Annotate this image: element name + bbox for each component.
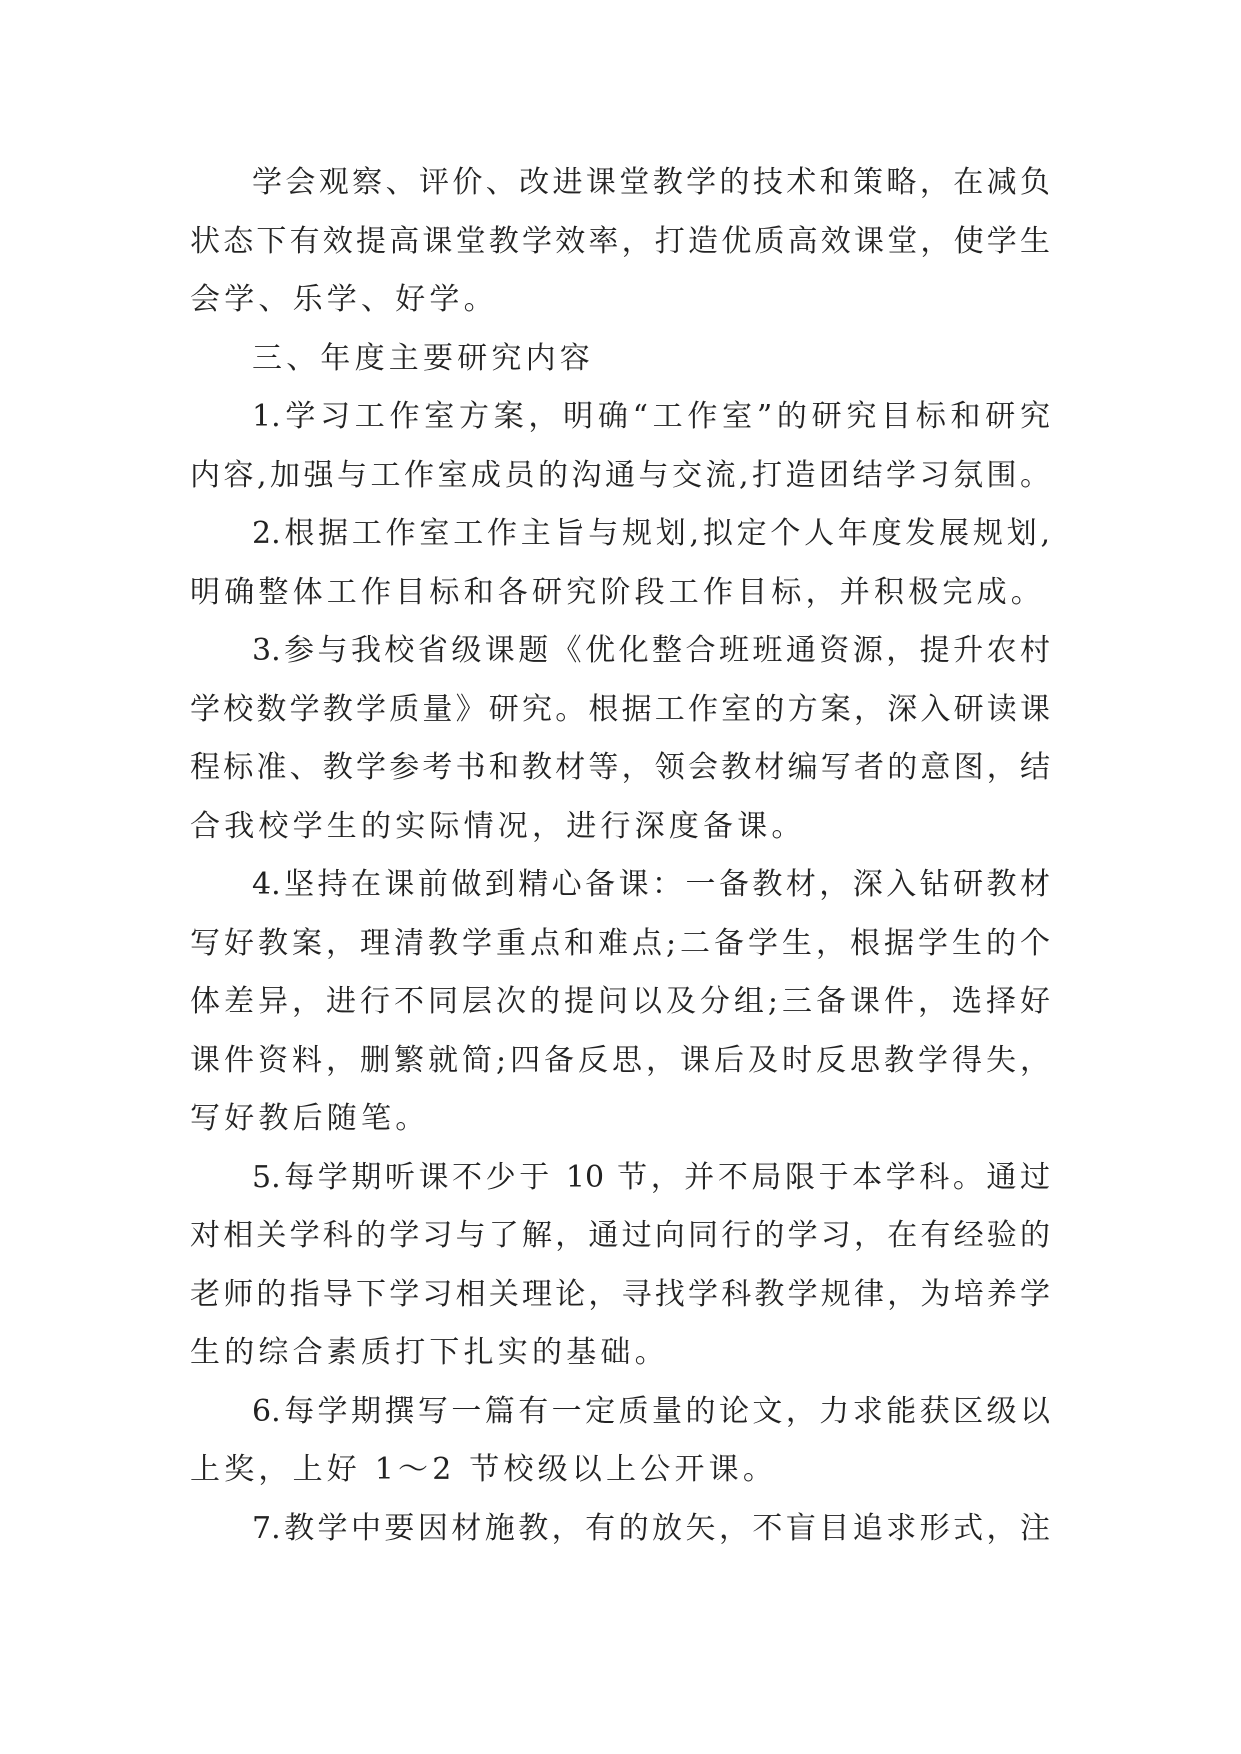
paragraph-line: 学校数学教学质量》研究。根据工作室的方案，深入研读课 <box>190 691 1050 727</box>
paragraph-line: 写好教案，理清教学重点和难点;二备学生，根据学生的个 <box>190 925 1050 961</box>
paragraph-line: 合我校学生的实际情况，进行深度备课。 <box>190 808 806 844</box>
paragraph-line: 上奖，上好 1～2 节校级以上公开课。 <box>190 1452 778 1487</box>
paragraph-line: 生的综合素质打下扎实的基础。 <box>190 1335 669 1370</box>
paragraph-line: 2.根据工作室工作主旨与规划,拟定个人年度发展规划, <box>252 516 1050 551</box>
section-heading: 三、年度主要研究内容 <box>252 340 594 376</box>
paragraph-line: 明确整体工作目标和各研究阶段工作目标，并积极完成。 <box>190 574 1045 610</box>
paragraph-line: 老师的指导下学习相关理论，寻找学科教学规律，为培养学 <box>190 1276 1050 1312</box>
paragraph-line: 程标准、教学参考书和教材等，领会教材编写者的意图，结 <box>190 750 1050 785</box>
paragraph-line: 写好教后随笔。 <box>190 1101 430 1136</box>
document-body <box>190 154 1050 1558</box>
paragraph-line: 体差异，进行不同层次的提问以及分组;三备课件，选择好 <box>190 984 1050 1019</box>
paragraph-line: 1.学习工作室方案，明确“工作室”的研究目标和研究 <box>252 399 1050 434</box>
paragraph-line: 课件资料，删繁就简;四备反思，课后及时反思教学得失， <box>190 1042 1050 1078</box>
paragraph-line: 内容,加强与工作室成员的沟通与交流,打造团结学习氛围。 <box>190 457 1050 493</box>
paragraph-line: 4.坚持在课前做到精心备课：一备教材，深入钻研教材 <box>252 867 1050 902</box>
paragraph-line: 学会观察、评价、改进课堂教学的技术和策略，在减负 <box>252 165 1050 200</box>
paragraph-line: 会学、乐学、好学。 <box>190 282 498 317</box>
paragraph-line: 7.教学中要因材施教，有的放矢，不盲目追求形式，注 <box>252 1510 1050 1546</box>
paragraph-line: 3.参与我校省级课题《优化整合班班通资源，提升农村 <box>252 633 1050 668</box>
paragraph-line: 6.每学期撰写一篇有一定质量的论文，力求能获区级以 <box>252 1393 1050 1429</box>
paragraph-line: 对相关学科的学习与了解，通过向同行的学习，在有经验的 <box>190 1218 1050 1253</box>
paragraph-line: 状态下有效提高课堂教学效率，打造优质高效课堂，使学生 <box>190 223 1050 259</box>
paragraph-line: 5.每学期听课不少于 10 节，并不局限于本学科。通过 <box>252 1159 1050 1195</box>
